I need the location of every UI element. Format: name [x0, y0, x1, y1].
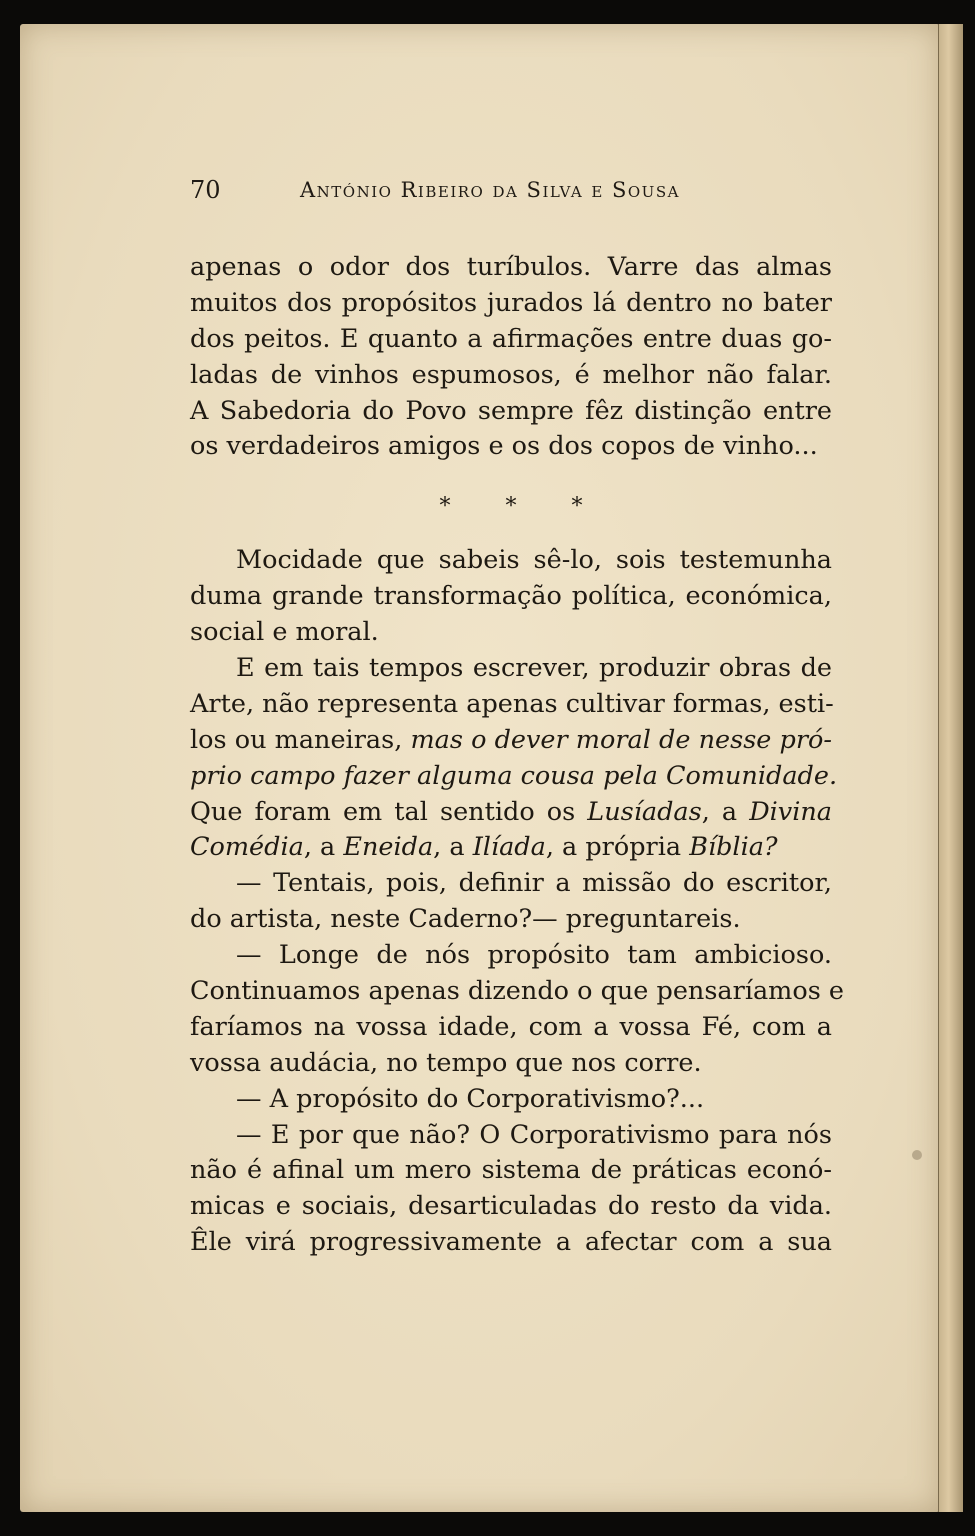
text-line: Mocidade que sabeis sê-lo, sois testemunha — [236, 545, 832, 576]
text-line: os verdadeiros amigos e os dos copos de vinho... — [190, 431, 818, 462]
text-line: muitos dos propósitos jurados lá dentro no bater — [190, 287, 832, 318]
paragraph-1 — [190, 250, 832, 465]
italic-title-comedia: Comédia — [190, 832, 304, 863]
italic-title-divina: Divina — [749, 796, 832, 827]
italic-title-lusiadas: Lusíadas — [587, 796, 702, 827]
text-line: vossa audácia, no tempo que nos corre. — [190, 1047, 702, 1078]
italic-run: mas o dever moral de nesse pró- — [410, 724, 833, 755]
paragraph-5 — [190, 938, 844, 1082]
text-line: do artista, neste Caderno?— preguntareis. — [190, 904, 741, 935]
paragraph-3 — [190, 651, 838, 866]
text-line: — A propósito do Corporativismo?... — [236, 1083, 705, 1114]
text-line: não é afinal um mero sistema de práticas econó- — [190, 1155, 832, 1186]
text-line: A Sabedoria do Povo sempre fêz distinção entre — [190, 395, 832, 426]
paragraph-6 — [190, 1082, 832, 1118]
text-line: Arte, não representa apenas cultivar formas, esti- — [190, 688, 834, 719]
text-line: — Longe de nós propósito tam ambicioso. — [236, 940, 832, 971]
text-line: micas e sociais, desarticuladas do resto da vida. — [190, 1191, 832, 1222]
text-line: Êle virá progressivamente a afectar com a sua — [190, 1227, 832, 1258]
paragraph-7 — [190, 1118, 832, 1262]
text-run: , a — [433, 832, 473, 863]
text-run: los ou maneiras, — [190, 724, 411, 755]
text-line: — E por que não? O Corporativismo para nós — [236, 1119, 832, 1150]
text-run: Que foram em tal sentido os — [190, 796, 588, 827]
page-edge — [938, 24, 963, 1512]
page-number: 70 — [190, 176, 221, 204]
text-run: , a — [701, 796, 750, 827]
body-text — [190, 250, 844, 1261]
paragraph-2 — [190, 543, 832, 651]
text-line: Continuamos apenas dizendo o que pensaríamos e — [190, 976, 844, 1007]
text-line: ladas de vinhos espumosos, é melhor não falar. — [190, 359, 832, 390]
text-run: , a própria — [545, 832, 690, 863]
italic-title-iliada: Ilíada — [472, 832, 546, 863]
italic-title-biblia: Bíblia? — [689, 832, 778, 863]
text-line — [190, 723, 832, 759]
running-head: António Ribeiro da Silva e Sousa — [300, 178, 680, 202]
page-header — [190, 174, 830, 206]
italic-title-eneida: Eneida — [343, 832, 434, 863]
text-line: duma grande transformação política, económica, — [190, 581, 832, 612]
paragraph-4 — [190, 866, 832, 938]
text-run: , a — [303, 832, 344, 863]
text-line — [190, 795, 832, 831]
text-line — [190, 759, 838, 795]
text-line: apenas o odor dos turíbulos. Varre das almas — [190, 252, 832, 282]
italic-run: prio campo fazer alguma cousa pela Comunidade. — [190, 760, 838, 791]
text-line: faríamos na vossa idade, com a vossa Fé, com a — [190, 1011, 832, 1042]
text-line — [190, 830, 832, 866]
text-line: E em tais tempos escrever, produzir obras de — [236, 653, 832, 684]
text-line: social e moral. — [190, 617, 379, 648]
text-line: — Tentais, pois, definir a missão do escritor, — [236, 868, 832, 899]
section-break-asterism: * * * — [439, 494, 607, 520]
text-line: dos peitos. E quanto a afirmações entre duas go- — [190, 323, 832, 354]
paper-spot — [912, 1150, 922, 1160]
